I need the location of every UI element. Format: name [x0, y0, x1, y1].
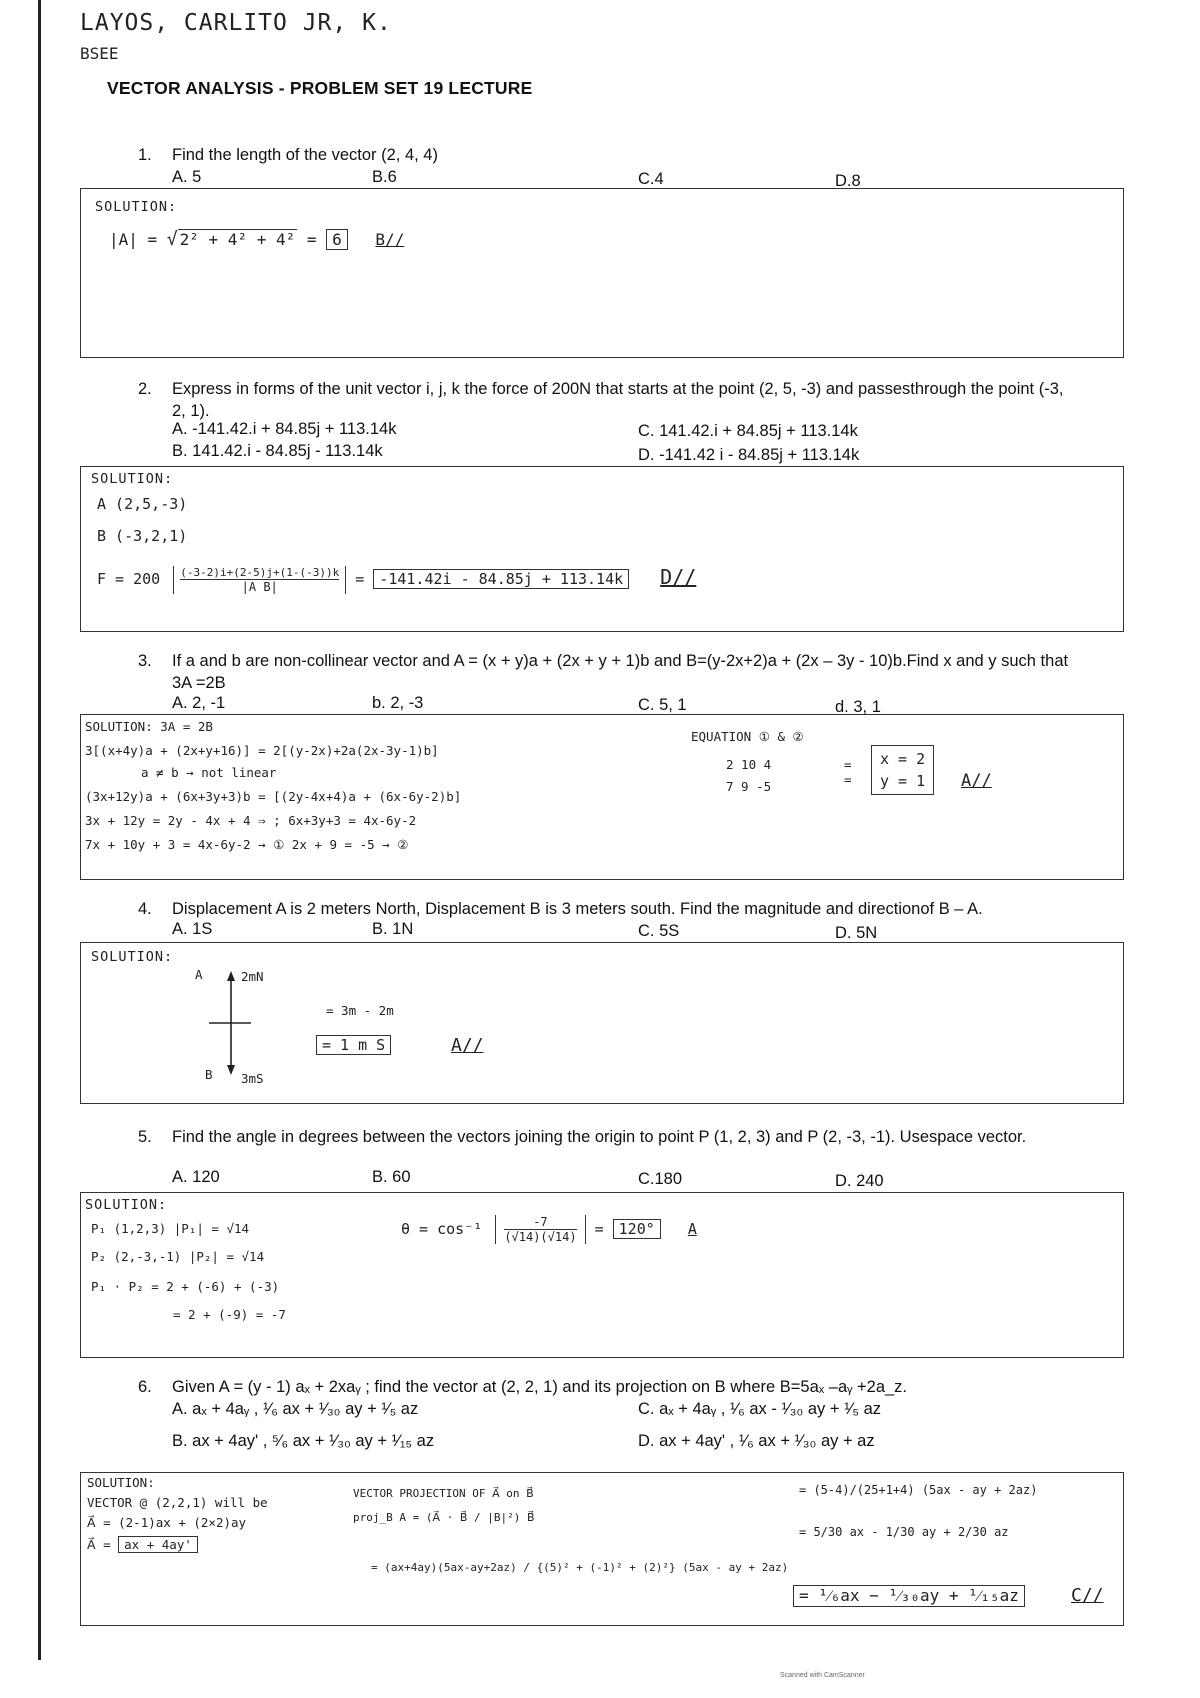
calc-line: = 3m - 2m: [326, 1003, 394, 1018]
solution-line: VECTOR @ (2,2,1) will be: [87, 1495, 268, 1510]
equation-row: 2 10 4: [726, 757, 772, 772]
result-line: = (5-4)/(25+1+4) (5ax - ay + 2az): [799, 1483, 1038, 1497]
solution-line: 3[(x+4y)a + (2x+y+16)] = 2[(y-2x)+2a(2x-3y-1)b]: [85, 743, 439, 758]
option-d: d. 3, 1: [835, 698, 881, 716]
solution-line: A⃗ = (2-1)ax + (2×2)ay: [87, 1515, 247, 1530]
option-d: D. -141.42 i - 84.85j + 113.14k: [638, 446, 860, 464]
solution-line: P₁ · P₂ = 2 + (-6) + (-3): [91, 1279, 280, 1294]
angle-formula: θ = cos⁻¹ $\frac{-7}{(√14)(√14)}$ = 120° A: [401, 1215, 697, 1244]
solution-label: SOLUTION:: [85, 1197, 168, 1213]
question-text: Find the angle in degrees between the vectors joining the origin to point P (1, 2, 3) and P (2, -3, -1). Usespace vector.: [172, 1128, 1027, 1146]
option-d: D.8: [835, 172, 861, 190]
question-number: 1.: [138, 146, 152, 164]
student-course: BSEE: [80, 44, 119, 63]
result-box: = ¹⁄₆ax − ¹⁄₃₀ay + ¹⁄₁₅az: [793, 1585, 1025, 1607]
option-a: A. aₓ + 4aᵧ , ¹⁄₆ ax + ¹⁄₃₀ ay + ¹⁄₅ az: [172, 1400, 419, 1418]
solution-box-1: [80, 188, 1124, 358]
option-a: A. 5: [172, 168, 202, 186]
solution-box-3: [80, 714, 1124, 880]
question-number: 5.: [138, 1128, 152, 1146]
option-c: C.180: [638, 1170, 683, 1188]
question-text: If a and b are non-collinear vector and A = (x + y)a + (2x + y + 1)b and B=(y-2x+2)a + (2x – 3y - 10)b.Find x and y such that 3A =2B: [172, 652, 1069, 692]
option-d: D. 240: [835, 1172, 884, 1190]
option-c: C. aₓ + 4aᵧ , ¹⁄₆ ax - ¹⁄₃₀ ay + ¹⁄₅ az: [638, 1400, 882, 1418]
question-text: Given A = (y - 1) aₓ + 2xaᵧ ; find the vector at (2, 2, 1) and its projection on B where B=5aₓ –aᵧ +2a_z.: [172, 1378, 908, 1396]
option-c: C. 5S: [638, 922, 680, 940]
option-b: B. 141.42.i - 84.85j - 113.14k: [172, 442, 383, 460]
option-a: A. -141.42.i + 84.85j + 113.14k: [172, 420, 397, 438]
student-name: LAYOS, CARLITO JR, K.: [80, 10, 392, 36]
result-box: x = 2 y = 1: [871, 745, 934, 795]
solution-label: SOLUTION:: [91, 949, 174, 965]
scanner-footer: Scanned with CamScanner: [780, 1672, 865, 1679]
projection-title: VECTOR PROJECTION OF A⃗ on B⃗: [353, 1487, 534, 1500]
solution-box-5: [80, 1192, 1124, 1358]
equation-row: 7 9 -5: [726, 779, 772, 794]
question-text: Express in forms of the unit vector i, j, k the force of 200N that starts at the point (2, 5, -3) and passesthrough the point (-3, 2, 1).: [172, 380, 1064, 420]
question-number: 2.: [138, 380, 152, 398]
solution-label: SOLUTION:: [91, 471, 174, 487]
displacement-a-value: 2mN: [241, 969, 264, 984]
force-formula: F = 200 $\frac{(-3-2)i+(2-5)j+(1-(-3))k}{\text{|A B|}}$ = -141.42i - 84.85j + 113.14k D//: [97, 565, 697, 594]
option-d: D. 5N: [835, 924, 878, 942]
option-a: A. 2, -1: [172, 694, 226, 712]
answer-mark: B//: [375, 230, 405, 249]
solution-line: 7x + 10y + 3 = 4x-6y-2 → ① 2x + 9 = -5 → ②: [85, 837, 409, 852]
option-d: D. ax + 4ay' , ¹⁄₆ ax + ¹⁄₃₀ ay + az: [638, 1432, 875, 1450]
solution-line: = 2 + (-9) = -7: [173, 1307, 286, 1322]
answer-mark: A: [687, 1220, 697, 1238]
solution-line: P₁ (1,2,3) |P₁| = √14: [91, 1221, 250, 1236]
displacement-b-value: 3mS: [241, 1071, 264, 1086]
option-b: B. 60: [372, 1168, 411, 1186]
result-box: = 1 m S: [316, 1035, 391, 1055]
displacement-a-label: A: [195, 967, 203, 982]
solution-line: (3x+12y)a + (6x+3y+3)b = [(2y-4x+4)a + (6x-6y-2)b]: [85, 789, 462, 804]
point-b: B (-3,2,1): [97, 527, 188, 545]
option-b: B.6: [372, 168, 397, 186]
option-b: b. 2, -3: [372, 694, 424, 712]
projection-calc: = (ax+4ay)(5ax-ay+2az) / {(5)² + (-1)² + (2)²} (5ax - ay + 2az): [371, 1561, 789, 1574]
solution-box-4: [80, 942, 1124, 1104]
option-c: C. 5, 1: [638, 696, 687, 714]
answer-mark: D//: [660, 565, 697, 589]
question-text: Displacement A is 2 meters North, Displacement B is 3 meters south. Find the magnitude and directionof B – A.: [172, 900, 983, 918]
option-a: A. 120: [172, 1168, 220, 1186]
equation-label: EQUATION ① & ②: [691, 729, 804, 744]
solution-line: P₂ (2,-3,-1) |P₂| = √14: [91, 1249, 265, 1264]
result-box: -141.42i - 84.85j + 113.14k: [373, 569, 629, 589]
option-b: B. ax + 4ay' , ⁵⁄₆ ax + ¹⁄₃₀ ay + ¹⁄₁₅ az: [172, 1432, 435, 1450]
solution-box-6: [80, 1472, 1124, 1626]
question-number: 4.: [138, 900, 152, 918]
scan-page-edge: [38, 0, 41, 1660]
result-box: ax + 4ay': [118, 1536, 198, 1553]
document-title: VECTOR ANALYSIS - PROBLEM SET 19 LECTURE: [107, 78, 533, 98]
option-c: C.4: [638, 170, 664, 188]
displacement-b-label: B: [205, 1067, 213, 1082]
option-a: A. 1S: [172, 920, 213, 938]
solution-line: 3x + 12y = 2y - 4x + 4 ⇒ ; 6x+3y+3 = 4x-6y-2: [85, 813, 417, 828]
solution-line: a ≠ b → not linear: [141, 765, 277, 780]
solution-label: SOLUTION:: [95, 199, 178, 215]
solution-label: SOLUTION: 3A = 2B: [85, 719, 213, 734]
projection-formula: proj_B A = (A⃗ · B⃗ / |B|²) B⃗: [353, 1511, 535, 1524]
answer-mark: A//: [961, 771, 992, 791]
question-number: 6.: [138, 1378, 152, 1396]
displacement-diagram: [201, 969, 261, 1079]
solution-box-2: [80, 466, 1124, 632]
answer-mark: A//: [451, 1035, 484, 1056]
option-c: C. 141.42.i + 84.85j + 113.14k: [638, 422, 858, 440]
solution-label: SOLUTION:: [87, 1475, 155, 1490]
point-a: A (2,5,-3): [97, 495, 188, 513]
result-line: = 5/30 ax - 1/30 ay + 2/30 az: [799, 1525, 1009, 1539]
result-box: 120°: [613, 1219, 661, 1239]
option-b: B. 1N: [372, 920, 414, 938]
question-number: 3.: [138, 652, 152, 670]
solution-work: |A| = √ 2² + 4² + 4² = 6 B//: [109, 229, 405, 250]
solution-line: A⃗ = ax + 4ay': [87, 1537, 198, 1552]
equation-equals: = =: [844, 757, 852, 787]
question-text: Find the length of the vector (2, 4, 4): [172, 146, 438, 164]
answer-mark: C//: [1071, 1585, 1104, 1606]
